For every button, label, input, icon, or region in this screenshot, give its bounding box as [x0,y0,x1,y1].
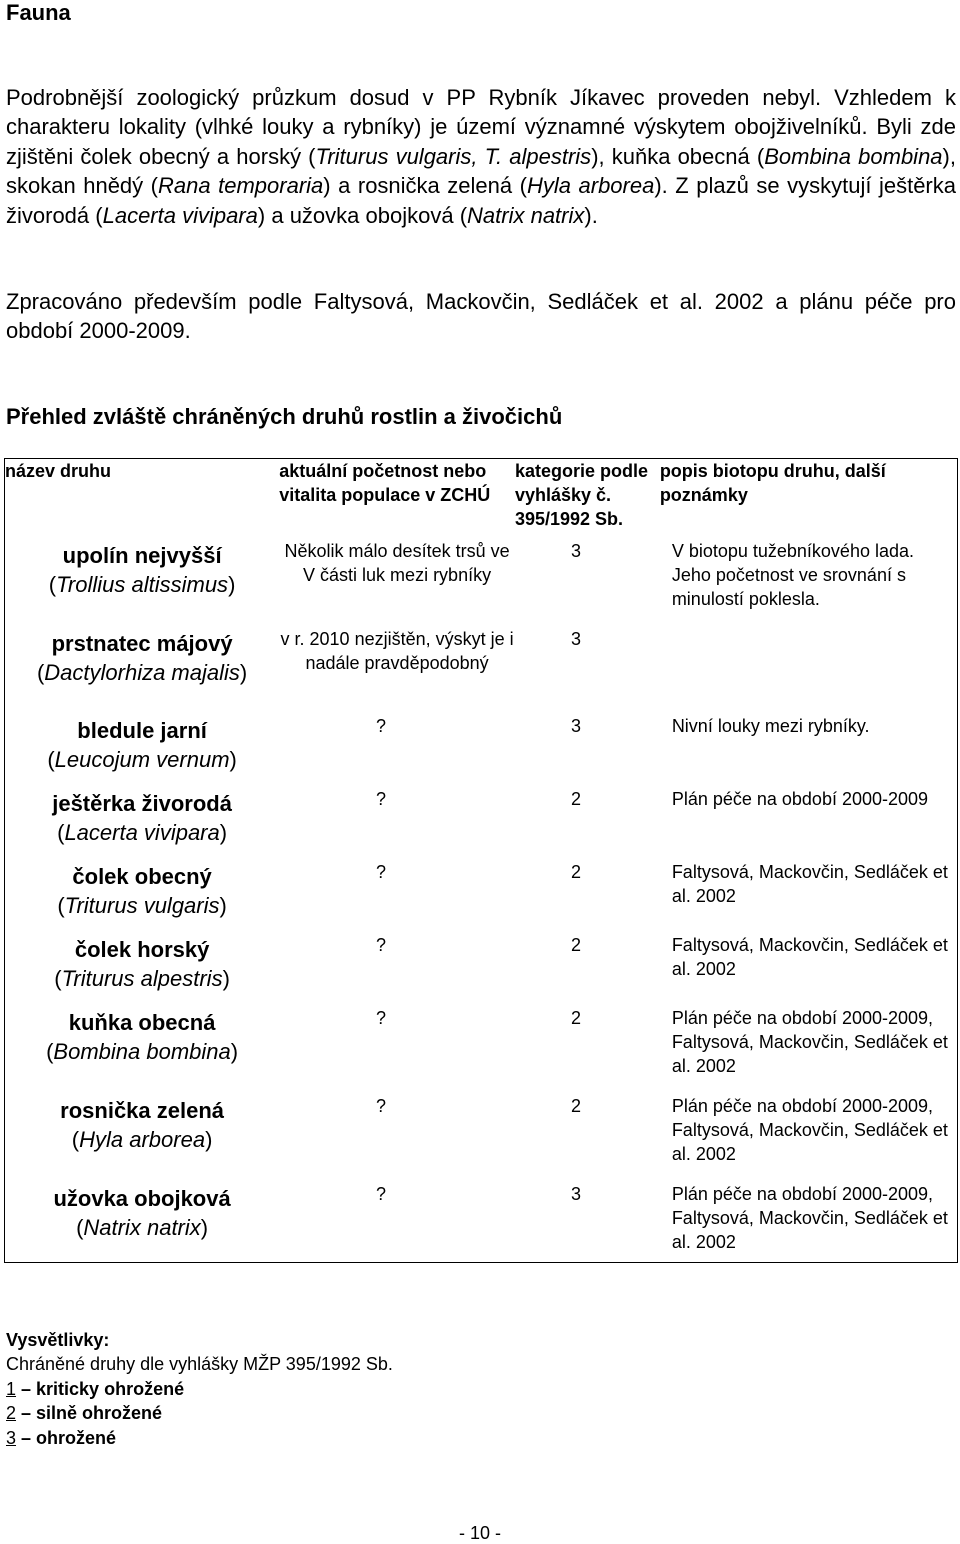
category-value: 2 [570,935,581,955]
header-population: aktuální početnost nebo vitalita populace v ZCHÚ [279,461,491,505]
category-cell [515,531,660,619]
notes-cell [660,619,958,706]
population-cell [279,852,515,925]
category-value: 3 [570,541,581,561]
species-common-name: upolín nejvyšší [62,543,222,568]
table-row [5,1174,958,1262]
population-unknown-mark: ? [375,862,386,882]
notes-cell: Plán péče na období 2000-2009, Faltysová, Mackovčin, Sedláček et al. 2002 [671,1184,948,1252]
legend-title: Vysvětlivky: [6,1330,110,1350]
table-row [5,1086,958,1174]
notes-cell: Plán péče na období 2000-2009 [671,789,929,809]
population-unknown-mark: ? [375,935,386,955]
category-cell [375,925,660,998]
category-cell [375,706,660,779]
population-cell [279,779,515,852]
category-value: 2 [570,1096,581,1116]
category-value: 2 [570,789,581,809]
category-cell [375,779,660,852]
species-latin-name: (Triturus alpestris) [54,966,230,991]
category-cell [375,1086,660,1174]
header-category: kategorie podle vyhlášky č. 395/1992 Sb. [514,461,648,529]
legend-item: 1 – kriticky ohrožené [6,1378,185,1399]
table-row [5,779,958,852]
species-latin-name: (Triturus vulgaris) [57,893,227,918]
population-unknown-mark: ? [375,716,386,736]
notes-cell: Plán péče na období 2000-2009, Faltysová, Mackovčin, Sedláček et al. 2002 [671,1096,948,1164]
species-common-name: bledule jarní [77,718,207,743]
population-cell [279,998,515,1086]
species-name-cell [5,925,280,998]
species-latin-name: (Hyla arborea) [71,1127,213,1152]
legend-item: 3 – ohrožené [6,1427,117,1448]
species-common-name: čolek obecný [72,864,212,889]
category-cell [375,852,660,925]
species-overview-heading: Přehled zvláště chráněných druhů rostlin a živočichů [6,404,563,429]
population-unknown-mark: ? [375,1008,386,1028]
category-cell [375,998,660,1086]
population-cell [279,925,515,998]
notes-cell: Nivní louky mezi rybníky. [671,716,870,736]
population-unknown-mark: ? [375,789,386,809]
header-species-name: název druhu [5,461,112,481]
species-name-cell [5,619,280,706]
population-cell [279,1086,515,1174]
table-row [5,531,958,619]
fauna-paragraph: Podrobnější zoologický průzkum dosud v PP Rybník Jíkavec proveden nebyl. Vzhledem k charakteru lokality (vlhké louky a rybníky) je území významné výskytem obojživelníků. Byli zde zjištěni čolek obecný a horský (Triturus vulgaris, T. alpestris), kuňka obecná (Bombina bombina), skokan hnědý (Rana temporaria) a rosnička zelená (Hyla arborea). Z plazů se vyskytují ještěrka živorodá (Lacerta vivipara) a užovka obojková (Natrix natrix). [6,85,956,228]
species-common-name: ještěrka živorodá [52,791,232,816]
source-paragraph: Zpracováno především podle Faltysová, Mackovčin, Sedláček et al. 2002 a plánu péče pro období 2000-2009. [6,289,956,344]
notes-cell: Plán péče na období 2000-2009, Faltysová, Mackovčin, Sedláček et al. 2002 [671,1008,948,1076]
legend [6,1328,393,1450]
category-cell [375,1174,660,1262]
species-name-cell [5,779,280,852]
species-latin-name: (Dactylorhiza majalis) [36,660,248,685]
species-latin-name: (Natrix natrix) [76,1215,209,1240]
table-row [5,706,958,779]
section-heading-fauna: Fauna [6,0,71,25]
table-row [5,925,958,998]
species-common-name: kuňka obecná [68,1010,216,1035]
population-unknown-mark: ? [375,1184,386,1204]
species-latin-name: (Trollius altissimus) [48,572,236,597]
legend-line: Chráněné druhy dle vyhlášky MŽP 395/1992 Sb. [6,1354,393,1375]
protected-species-table [4,458,958,1263]
species-latin-name: (Lacerta vivipara) [57,820,228,845]
species-common-name: čolek horský [74,937,210,962]
population-unknown-mark: ? [375,1096,386,1116]
category-value: 2 [570,862,581,882]
category-value: 2 [570,1008,581,1028]
table-header-row [5,459,958,532]
species-common-name: užovka obojková [53,1186,231,1211]
notes-cell: Faltysová, Mackovčin, Sedláček et al. 2002 [671,935,948,979]
population-cell [279,706,515,779]
header-notes: popis biotopu druhu, další poznámky [659,461,886,505]
legend-item: 2 – silně ohrožené [6,1403,163,1424]
category-value: 3 [570,716,581,736]
species-name-cell [5,998,280,1086]
species-name-cell [5,531,280,619]
category-cell [515,619,660,706]
table-row [5,998,958,1086]
category-value: 3 [570,1184,581,1204]
table-row [5,619,958,706]
species-common-name: rosnička zelená [60,1098,225,1123]
species-name-cell [5,1174,280,1262]
page-number: - 10 - [458,1523,501,1543]
species-common-name: prstnatec májový [51,631,233,656]
species-name-cell [5,852,280,925]
species-name-cell [5,706,280,779]
population-cell [279,1174,515,1262]
species-name-cell [5,1086,280,1174]
population-cell: v r. 2010 nezjištěn, výskyt je i nadále pravděpodobný [280,629,514,673]
table-row [5,852,958,925]
notes-cell: Faltysová, Mackovčin, Sedláček et al. 2002 [671,862,948,906]
population-cell: Několik málo desítek trsů ve V části luk mezi rybníky [284,541,510,585]
category-value: 3 [570,629,581,649]
notes-cell: V biotopu tužebníkového lada. Jeho početnost ve srovnání s minulostí poklesla. [671,541,914,609]
species-latin-name: (Bombina bombina) [46,1039,239,1064]
species-latin-name: (Leucojum vernum) [47,747,237,772]
